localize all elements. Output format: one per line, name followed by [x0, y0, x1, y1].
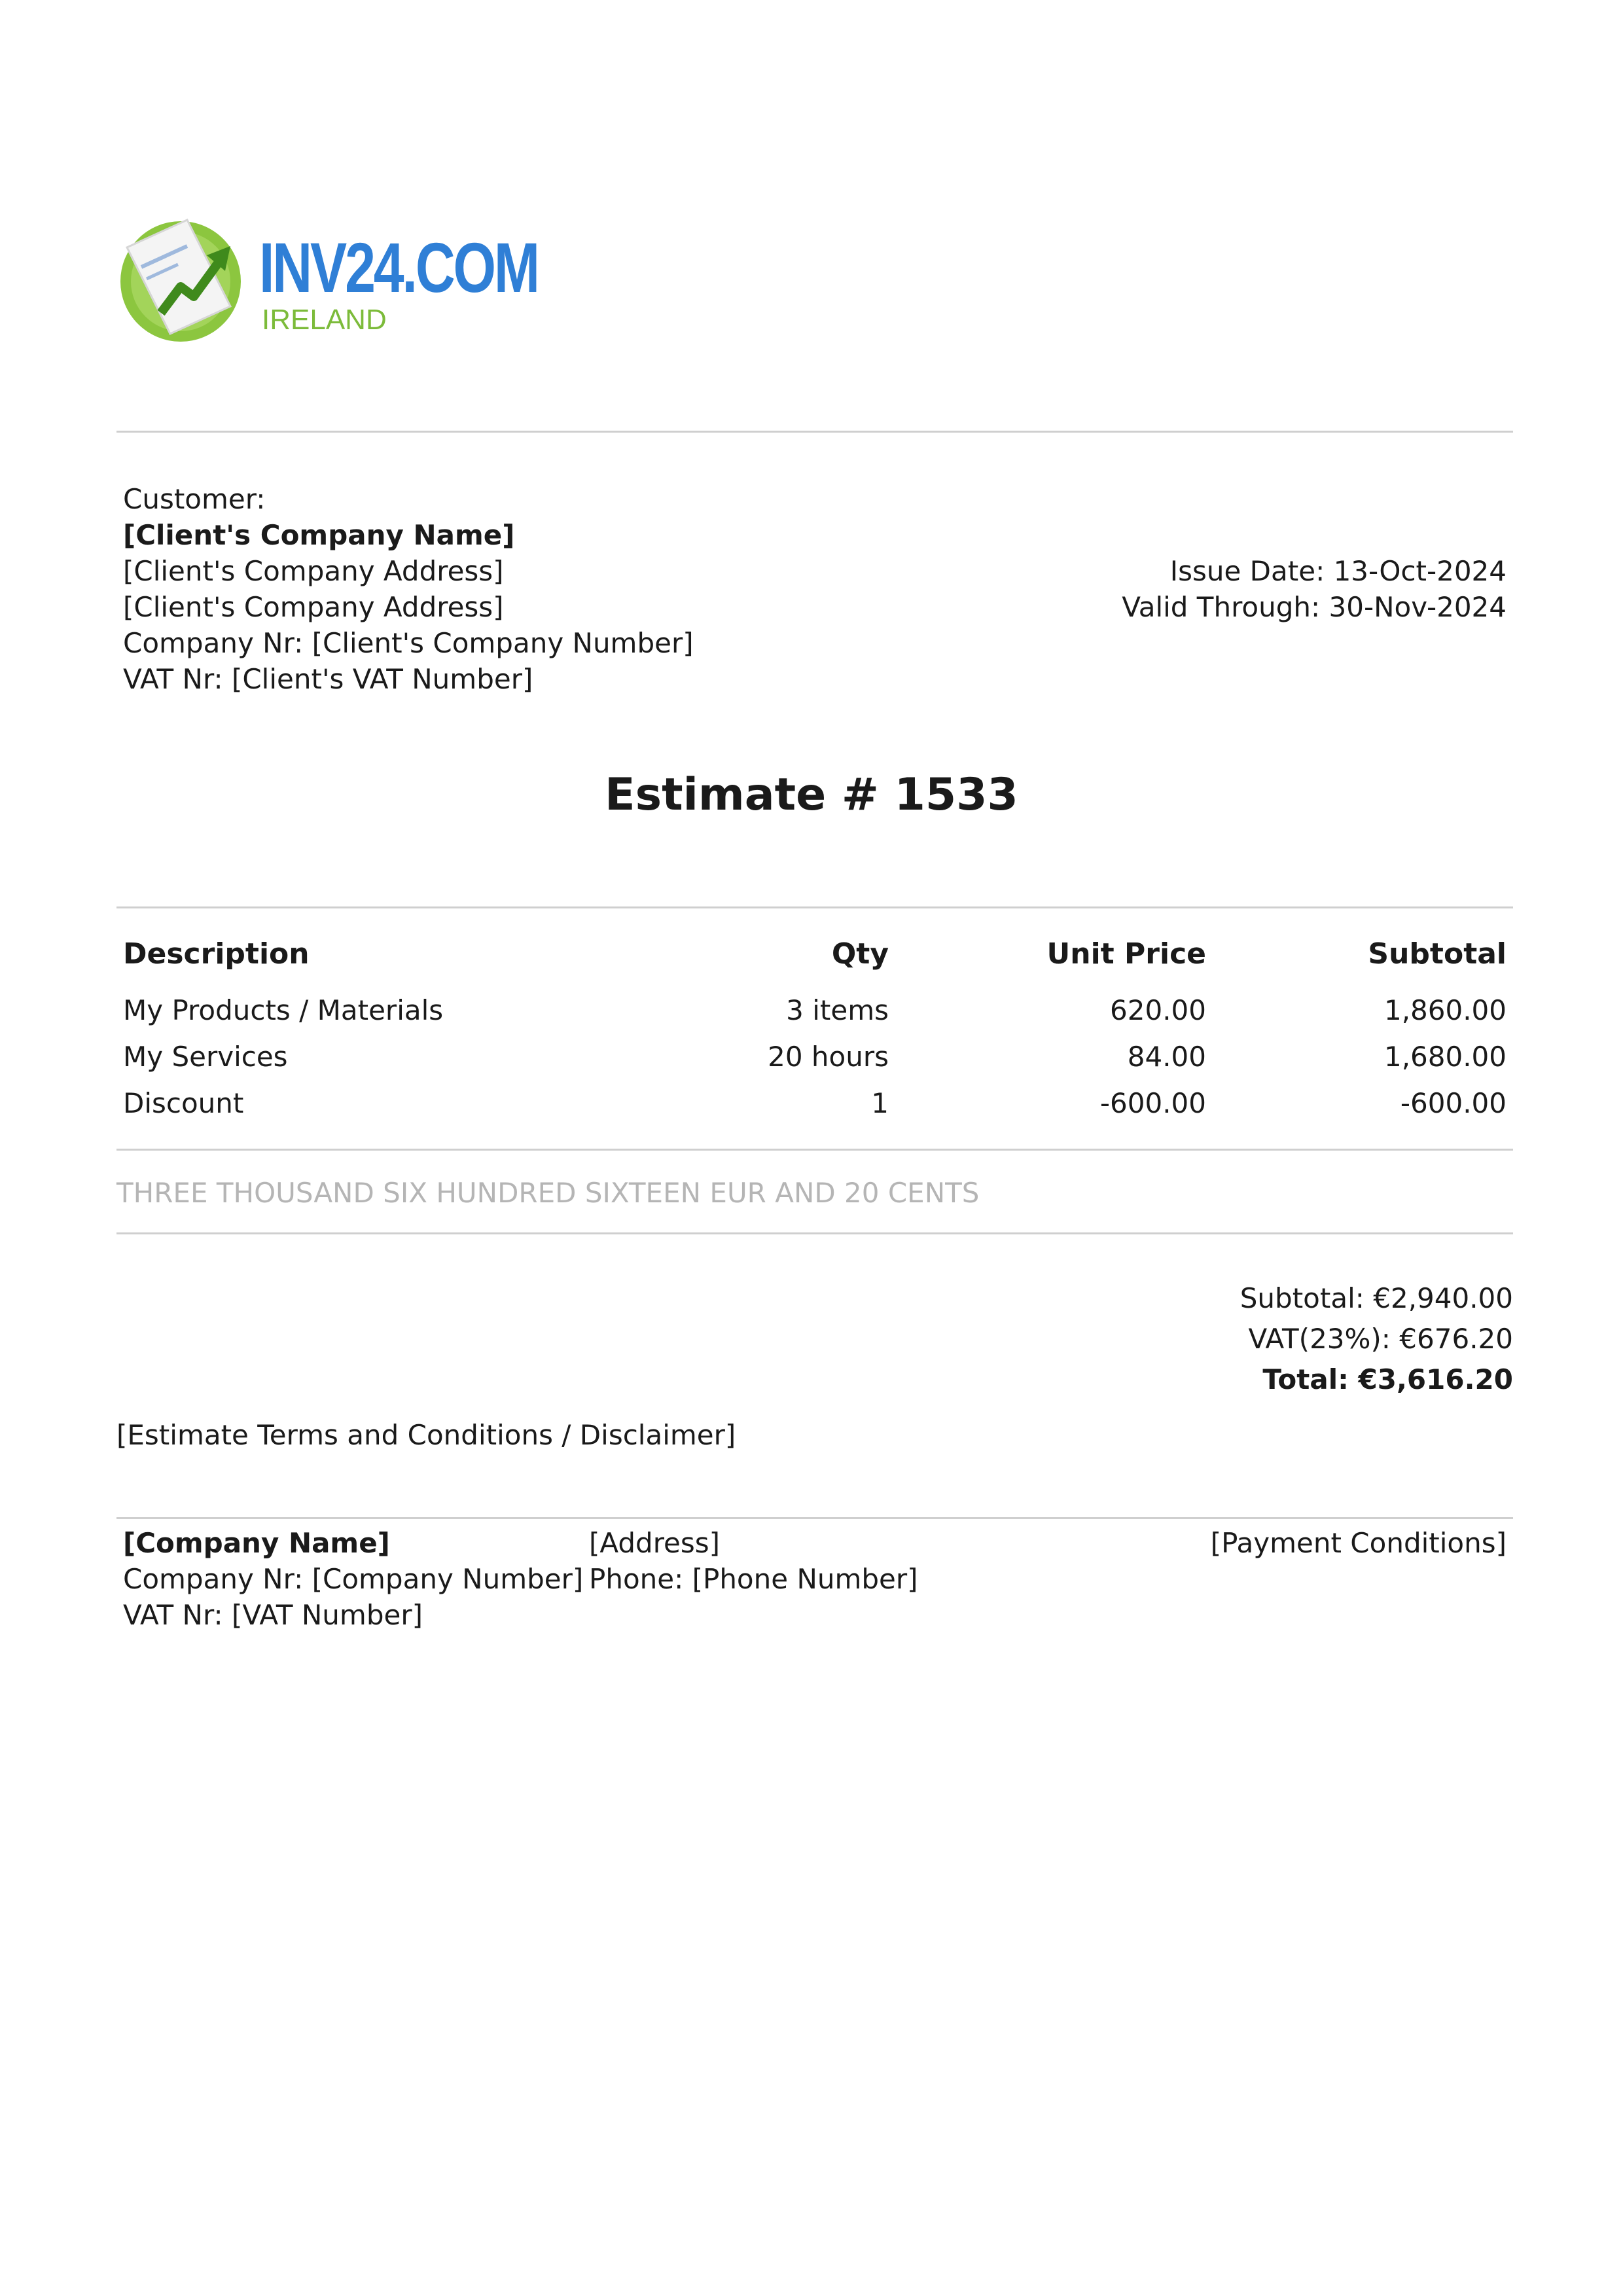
row-description: Discount: [123, 1087, 244, 1119]
row-description: My Services: [123, 1041, 288, 1073]
header-unit-price: Unit Price: [1046, 937, 1206, 971]
row-qty: 3 items: [786, 994, 889, 1026]
footer-contact-block: [589, 1525, 918, 1597]
row-subtotal: 1,680.00: [1383, 1041, 1507, 1073]
issue-date: Issue Date: 13-Oct-2024: [1169, 555, 1507, 587]
customer-address-line2: [Client's Company Address]: [123, 591, 504, 623]
customer-company-nr: Company Nr: [Client's Company Number]: [123, 627, 694, 659]
row-unit-price: 620.00: [1110, 994, 1206, 1026]
estimate-title: Estimate # 1533: [605, 769, 1018, 821]
header-description: Description: [123, 937, 310, 971]
header-divider: [116, 431, 1513, 433]
logo-brand-text: INV24.COM: [259, 228, 538, 307]
header-subtotal: Subtotal: [1368, 937, 1507, 971]
totals-vat: VAT(23%): €676.20: [1248, 1323, 1513, 1355]
customer-block: [123, 481, 694, 697]
footer-company-name: [Company Name]: [123, 1527, 390, 1559]
amount-in-words: THREE THOUSAND SIX HUNDRED SIXTEEN EUR AND 20 CENTS: [116, 1177, 980, 1209]
customer-vat-nr: VAT Nr: [Client's VAT Number]: [123, 663, 533, 695]
footer-divider: [116, 1517, 1513, 1519]
customer-address-line1: [Client's Company Address]: [123, 555, 504, 587]
table-bottom-divider: [116, 1149, 1513, 1151]
footer-vat-nr: VAT Nr: [VAT Number]: [123, 1599, 423, 1631]
totals-total: Total: €3,616.20: [1262, 1363, 1513, 1395]
valid-through-date: Valid Through: 30-Nov-2024: [1122, 591, 1507, 623]
footer-company-nr: Company Nr: [Company Number]: [123, 1563, 584, 1595]
footer-company-block: [123, 1525, 583, 1633]
footer-payment-conditions: [Payment Conditions]: [1210, 1527, 1507, 1559]
row-subtotal: -600.00: [1400, 1087, 1507, 1119]
footer-payment-block: [1047, 1525, 1507, 1561]
terms-disclaimer: [Estimate Terms and Conditions / Disclaimer]: [116, 1419, 736, 1451]
row-qty: 20 hours: [768, 1041, 889, 1073]
customer-label: Customer:: [123, 483, 266, 515]
footer-address: [Address]: [589, 1527, 721, 1559]
row-unit-price: 84.00: [1127, 1041, 1206, 1073]
table-top-divider: [116, 906, 1513, 908]
row-unit-price: -600.00: [1099, 1087, 1206, 1119]
row-subtotal: 1,860.00: [1383, 994, 1507, 1026]
totals-block: [982, 1278, 1513, 1400]
totals-subtotal: Subtotal: €2,940.00: [1240, 1282, 1513, 1314]
customer-company-name: [Client's Company Name]: [123, 519, 515, 551]
row-qty: 1: [871, 1087, 889, 1119]
company-logo: [115, 208, 538, 352]
logo-document-chart-icon: [115, 208, 246, 352]
logo-country-text: IRELAND: [262, 304, 387, 336]
row-description: My Products / Materials: [123, 994, 444, 1026]
header-qty: Qty: [831, 937, 889, 971]
footer-phone: Phone: [Phone Number]: [589, 1563, 918, 1595]
words-divider: [116, 1232, 1513, 1234]
dates-block: [982, 553, 1507, 625]
